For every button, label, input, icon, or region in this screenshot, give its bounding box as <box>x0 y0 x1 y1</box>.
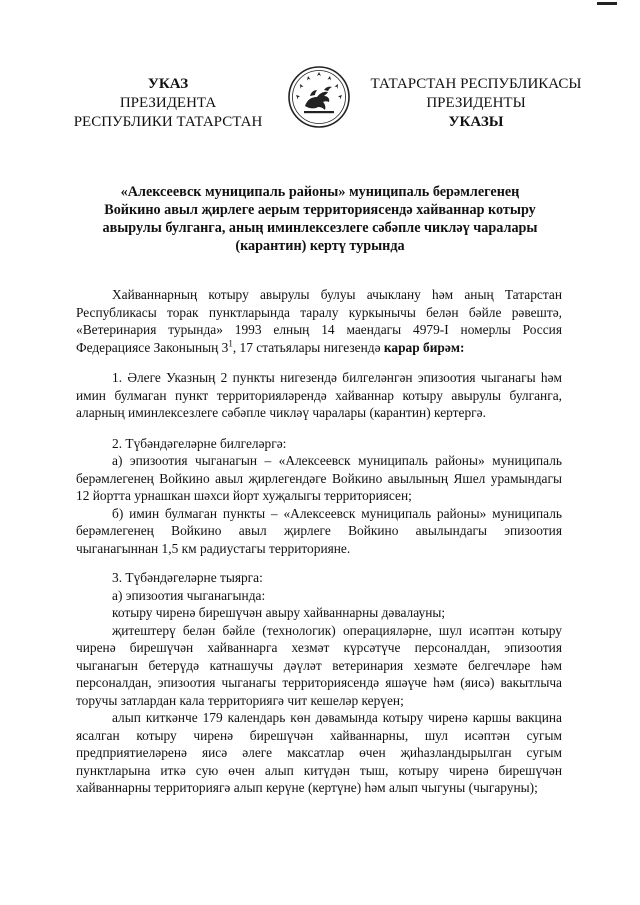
title-line: авырулы булганга, аның иминлексезлеге сәбәпле чикләү чаралары <box>102 220 538 236</box>
item-3-heading: 3. Түбәндәгеләрне тыярга: <box>112 570 263 585</box>
header-left-line2: ПРЕЗИДЕНТА <box>119 95 217 111</box>
header-right-line1: ТАТАРСТАН РЕСПУБЛИКАСЫ <box>370 76 582 92</box>
decree-title <box>92 183 548 255</box>
item-3a-heading: а) эпизоотия чыганагында: <box>112 587 266 603</box>
preamble-text: Хайваннарның котыру авырулы булуы ачыклану һәм аның Татарстан Республикасы торак пунктларында таралу куркынычы белән бәйле рәвештә, «Ветеринария турында» 1993 елның 14 маендагы 4979-I номерлы Россия Федерациясе Законының 3 <box>76 287 562 355</box>
article-superscript: 1 <box>228 338 233 349</box>
preamble-paragraph <box>76 286 562 356</box>
item-3a-subitem: җитештерү белән бәйле (технологик) операцияләрне, шул исәптән котыру чиренә бирешүчән хайваннарга хезмәт күрсәтүче персоналдан, эпизоотия чыганагын бетерүдә катнашучы дәүләт ветеринария хезмәте белгечләре һәм персоналдан, эпизоотия чыганагы территориясендә яшәүче һәм (яисә) вакытлыча торучы затлардан кала территориягә чит кешеләр керүен; <box>76 622 562 708</box>
header-tatar <box>356 75 596 132</box>
item-3a-subitem: алып киткәнче 179 календарь көн дәвамында котыру чиренә каршы вакцина ясалган котыру чиренә бирешүчән хайваннарны, шул исәптән сугым предприятиеләренә яисә әлеге максатлар өчен җиһазландырылган сугым пунктларына иткә сую өчен алып китүдән тыш, котыру чиренә бирешүчән хайваннарны территориягә алып керүне (кертүне) һәм алып чыгуны (чыгаруны); <box>76 710 562 795</box>
preamble-resolution: карар бирәм: <box>383 339 465 355</box>
preamble-text-cont: , 17 статьялары нигезендә <box>232 339 384 355</box>
item-2a-paragraph: а) эпизоотия чыганагын – «Алексеевск муниципаль районы» муниципаль берәмлегенең Войкино авыл җирлегендәге Войкино авылының Яшел урамындагы 12 йортта урнашкан шәхси йорт хуҗалыгы территориясен; <box>76 453 562 503</box>
header-left-line3: РЕСПУБЛИКИ ТАТАРСТАН <box>73 114 263 130</box>
item-3a-subitem: котыру чиренә бирешүчән авыру хайваннарны дәвалауны; <box>112 605 446 620</box>
title-line: Войкино авыл җирлеге аерым территориясендә хайваннар котыру <box>104 202 536 218</box>
decree-body <box>76 286 562 797</box>
header-russian <box>58 75 278 132</box>
item-2-heading: 2. Түбәндәгеләрне билгеләргә: <box>112 435 287 451</box>
item-2b-paragraph: б) имин булмаган пункты – «Алексеевск муниципаль районы» муниципаль берәмлегенең Войкино авыл җирлеге Войкино авылындагы эпизоотия чыганагыннан 1,5 км радиустагы территорияне. <box>76 505 562 556</box>
scan-mark <box>597 2 617 5</box>
title-line: (карантин) кертү турында <box>235 238 405 254</box>
title-line: «Алексеевск муниципаль районы» муниципаль берәмлегенең <box>120 184 520 200</box>
header-right-line2: ПРЕЗИДЕНТЫ <box>426 95 526 111</box>
header-left-line1: УКАЗ <box>147 76 189 92</box>
item-1-paragraph: 1. Әлеге Указның 2 пункты нигезендә билгеләнгән эпизоотия чыганагы һәм имин булмаган пункт территорияләрендә хайваннар котыру авырулы булганга, аларның иминлексезлеге сәбәпле чикләү чаралары (карантин) кертергә. <box>76 370 562 420</box>
header-right-line3: УКАЗЫ <box>448 114 504 130</box>
coat-of-arms-icon <box>288 66 350 128</box>
